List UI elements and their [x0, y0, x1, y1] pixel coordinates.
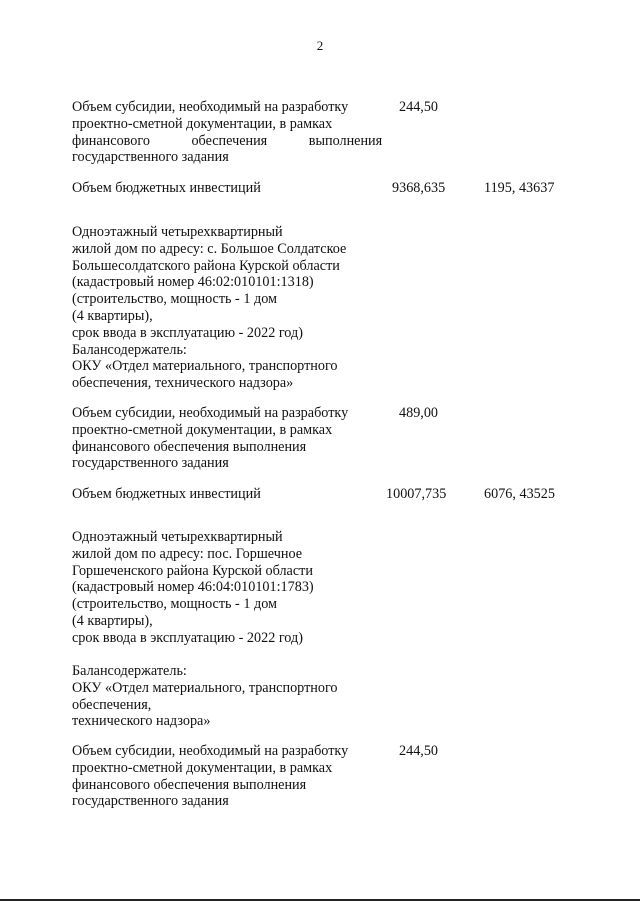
text-line: ОКУ «Отдел материального, транспортного: [72, 358, 338, 375]
text-line: государственного задания: [72, 455, 229, 472]
text-line: технического надзора»: [72, 713, 211, 730]
text-line: государственного задания: [72, 149, 229, 166]
subsidy-value-2: 489,00: [399, 405, 439, 421]
subsidy-description-2: [72, 405, 348, 472]
text-line: Одноэтажный четырехквартирный: [72, 529, 283, 545]
budget-investments-value-2b: 6076, 43525: [484, 486, 555, 502]
text-line: Горшеченского района Курской области: [72, 562, 313, 579]
object-description-1: [72, 224, 346, 392]
text-line: Большесолдатского района Курской области: [72, 257, 340, 274]
budget-investments-label-2: Объем бюджетных инвестиций: [72, 486, 261, 502]
subsidy-value-3: 244,50: [399, 743, 439, 759]
page-number: 2: [316, 38, 324, 53]
text-line: Объем субсидии, необходимый на разработку: [72, 405, 349, 421]
text-line: (кадастровый номер 46:04:010101:1783): [72, 579, 314, 596]
text-line: Балансодержатель:: [72, 341, 187, 358]
text-line: обеспечения,: [72, 696, 152, 713]
text-line: финансового обеспечения выполнения: [72, 776, 307, 793]
text-line: Объем субсидии, необходимый на разработку: [72, 743, 349, 759]
text-line: (строительство, мощность - 1 дом: [72, 291, 277, 308]
text-line: ОКУ «Отдел материального, транспортного: [72, 679, 338, 696]
subsidy-description-3: [72, 743, 348, 810]
subsidy-description-1: [72, 99, 382, 166]
balance-holder-2: [72, 663, 338, 730]
text-line: Объем субсидии, необходимый на разработку: [72, 99, 349, 115]
subsidy-value-1: 244,50: [399, 99, 439, 115]
object-description-2: [72, 529, 314, 647]
text-line: финансового обеспечения выполнения: [72, 132, 383, 149]
text-line: (кадастровый номер 46:02:010101:1318): [72, 274, 314, 291]
text-line: срок ввода в эксплуатацию - 2022 год): [72, 324, 303, 341]
text-line: обеспечения, технического надзора»: [72, 375, 294, 392]
scan-bottom-edge: [0, 899, 640, 901]
budget-investments-value-1a: 9368,635: [392, 180, 446, 196]
budget-investments-value-1b: 1195, 43637: [484, 180, 555, 196]
text-line: (строительство, мощность - 1 дом: [72, 596, 277, 613]
text-line: жилой дом по адресу: с. Большое Солдатское: [72, 240, 347, 257]
text-line: Балансодержатель:: [72, 663, 187, 679]
text-line: проектно-сметной документации, в рамках: [72, 759, 333, 776]
budget-investments-value-2a: 10007,735: [386, 486, 447, 502]
text-line: государственного задания: [72, 793, 229, 810]
text-line: (4 квартиры),: [72, 612, 153, 629]
text-line: (4 квартиры),: [72, 307, 153, 324]
text-line: проектно-сметной документации, в рамках: [72, 115, 333, 132]
text-line: срок ввода в эксплуатацию - 2022 год): [72, 629, 303, 646]
text-line: проектно-сметной документации, в рамках: [72, 421, 333, 438]
text-line: Одноэтажный четырехквартирный: [72, 224, 283, 240]
text-line: жилой дом по адресу: пос. Горшечное: [72, 545, 303, 562]
text-line: финансового обеспечения выполнения: [72, 438, 307, 455]
budget-investments-label-1: Объем бюджетных инвестиций: [72, 180, 261, 196]
